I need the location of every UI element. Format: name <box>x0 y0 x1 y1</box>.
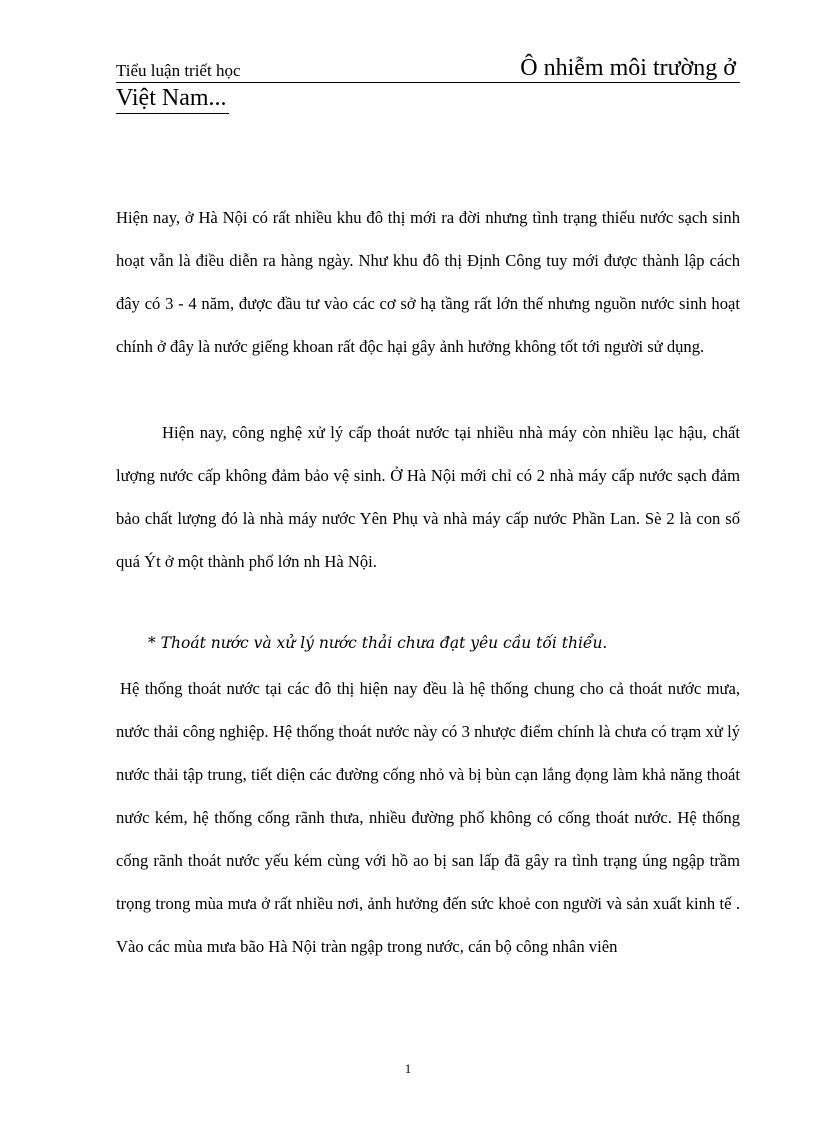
paragraph-water-technology: Hiện nay, công nghệ xử lý cấp thoát nước tại nhiều nhà máy còn nhiều lạc hậu, chất lượng nước cấp không đảm bảo vệ sinh. Ở Hà Nội mới chỉ có 2 nhà máy cấp nước sạch đảm bảo chất lượng đó là nhà máy nước Yên Phụ và nhà máy cấp nước Phần Lan. Sè 2 là con số quá Ýt ở một thành phố lớn nh Hà Nội. <box>116 423 740 571</box>
section-heading-drainage: * Thoát nước và xử lý nước thải chưa đạt yêu cầu tối thiểu. <box>148 634 608 652</box>
page-header <box>116 52 740 114</box>
header-second-line: Việt Nam... <box>116 83 229 114</box>
header-first-line <box>116 52 740 83</box>
paragraph-drainage-system: Hệ thống thoát nước tại các đô thị hiện nay đều là hệ thống chung cho cả thoát nước mưa, nước thải công nghiệp. Hệ thống thoát nước này có 3 nhược điểm chính là chưa có trạm xử lý nước thải tập trung, tiết diện các đường cống nhỏ và bị bùn cạn lắng đọng làm khả năng thoát nước kém, hệ thống cống rãnh thưa, nhiều đường phố không có cống thoát nước. Hệ thống cống rãnh thoát nước yếu kém cùng với hồ ao bị san lấp đã gây ra tình trạng úng ngập trầm trọng trong mùa mưa ở rất nhiều nơi, ảnh hưởng đến sức khoẻ con người và sản xuất kinh tế . Vào các mùa mưa bão Hà Nội tràn ngập trong nước, cán bộ công nhân viên <box>116 679 740 956</box>
header-left-title: Tiểu luận triết học <box>116 61 241 80</box>
page-number: 1 <box>404 1061 412 1076</box>
header-right-title: Ô nhiễm môi trường ở <box>520 55 736 81</box>
paragraph-clean-water: Hiện nay, ở Hà Nội có rất nhiều khu đô thị mới ra đời nhưng tình trạng thiếu nước sạch sinh hoạt vẫn là điều diễn ra hàng ngày. Như khu đô thị Định Công tuy mới được thành lập cách đây có 3 - 4 năm, được đầu tư vào các cơ sở hạ tầng rất lớn thế nhưng nguồn nước sinh hoạt chính ở đây là nước giếng khoan rất độc hại gây ảnh hưởng không tốt tới người sử dụng. <box>116 208 740 356</box>
